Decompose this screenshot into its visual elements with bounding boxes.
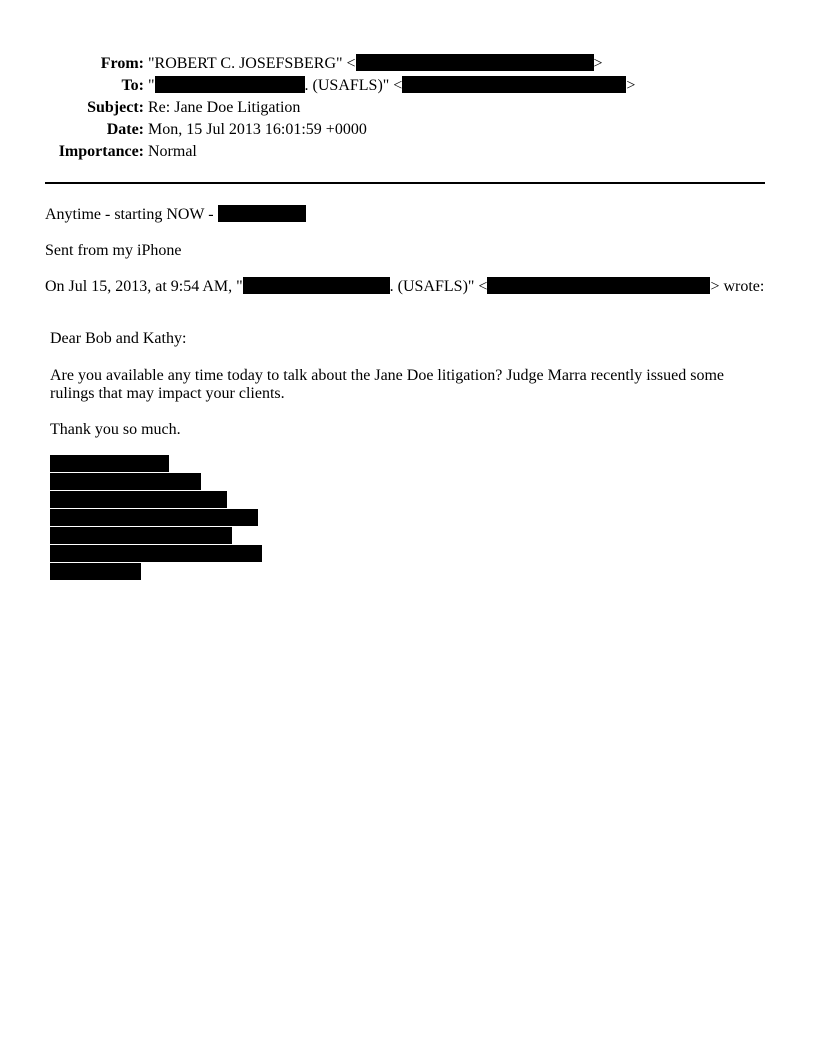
date-value: Mon, 15 Jul 2013 16:01:59 +0000 bbox=[148, 121, 367, 138]
sent-from-line: Sent from my iPhone bbox=[45, 242, 182, 259]
from-suffix: > bbox=[593, 55, 603, 72]
reply-text: Anytime - starting NOW - bbox=[45, 206, 214, 223]
redacted-signature-line bbox=[50, 473, 201, 490]
to-label: To: bbox=[121, 77, 144, 94]
quoted-paragraph-line-1: Are you available any time today to talk about the Jane Doe litigation? Judge Marra recently issued some bbox=[50, 367, 725, 384]
quoted-closing: Thank you so much. bbox=[50, 421, 181, 438]
subject-value: Re: Jane Doe Litigation bbox=[148, 99, 301, 116]
redacted-signature-line bbox=[50, 509, 258, 526]
redacted-email bbox=[487, 277, 710, 294]
from-name: "ROBERT C. JOSEFSBERG" < bbox=[148, 55, 356, 72]
redacted-name bbox=[243, 277, 390, 294]
importance-value: Normal bbox=[148, 143, 197, 160]
redacted-signature bbox=[218, 205, 306, 222]
redacted-signature-line bbox=[50, 563, 141, 580]
redacted-email bbox=[402, 76, 626, 93]
redacted-signature-line bbox=[50, 455, 169, 472]
header-divider bbox=[45, 182, 765, 184]
date-label: Date: bbox=[106, 121, 144, 138]
from-value bbox=[148, 54, 603, 73]
subject-label: Subject: bbox=[87, 99, 144, 116]
quoted-greeting: Dear Bob and Kathy: bbox=[50, 330, 187, 347]
reply-line bbox=[45, 205, 306, 224]
redacted-signature-line bbox=[50, 527, 232, 544]
redacted-name bbox=[155, 76, 305, 93]
to-suffix: > bbox=[626, 77, 636, 94]
redacted-email bbox=[356, 54, 594, 71]
quote-intro-middle: . (USAFLS)" < bbox=[389, 278, 488, 295]
quote-intro-line bbox=[45, 277, 764, 296]
to-prefix: " bbox=[148, 77, 155, 94]
redacted-signature-line bbox=[50, 491, 227, 508]
redacted-signature-line bbox=[50, 545, 262, 562]
quote-intro-start: On Jul 15, 2013, at 9:54 AM, " bbox=[45, 278, 243, 295]
quote-intro-end: > wrote: bbox=[710, 278, 765, 295]
to-value bbox=[148, 76, 635, 95]
importance-label: Importance: bbox=[58, 143, 144, 160]
quoted-paragraph-line-2: rulings that may impact your clients. bbox=[50, 385, 285, 402]
to-middle: . (USAFLS)" < bbox=[304, 77, 403, 94]
from-label: From: bbox=[100, 55, 144, 72]
